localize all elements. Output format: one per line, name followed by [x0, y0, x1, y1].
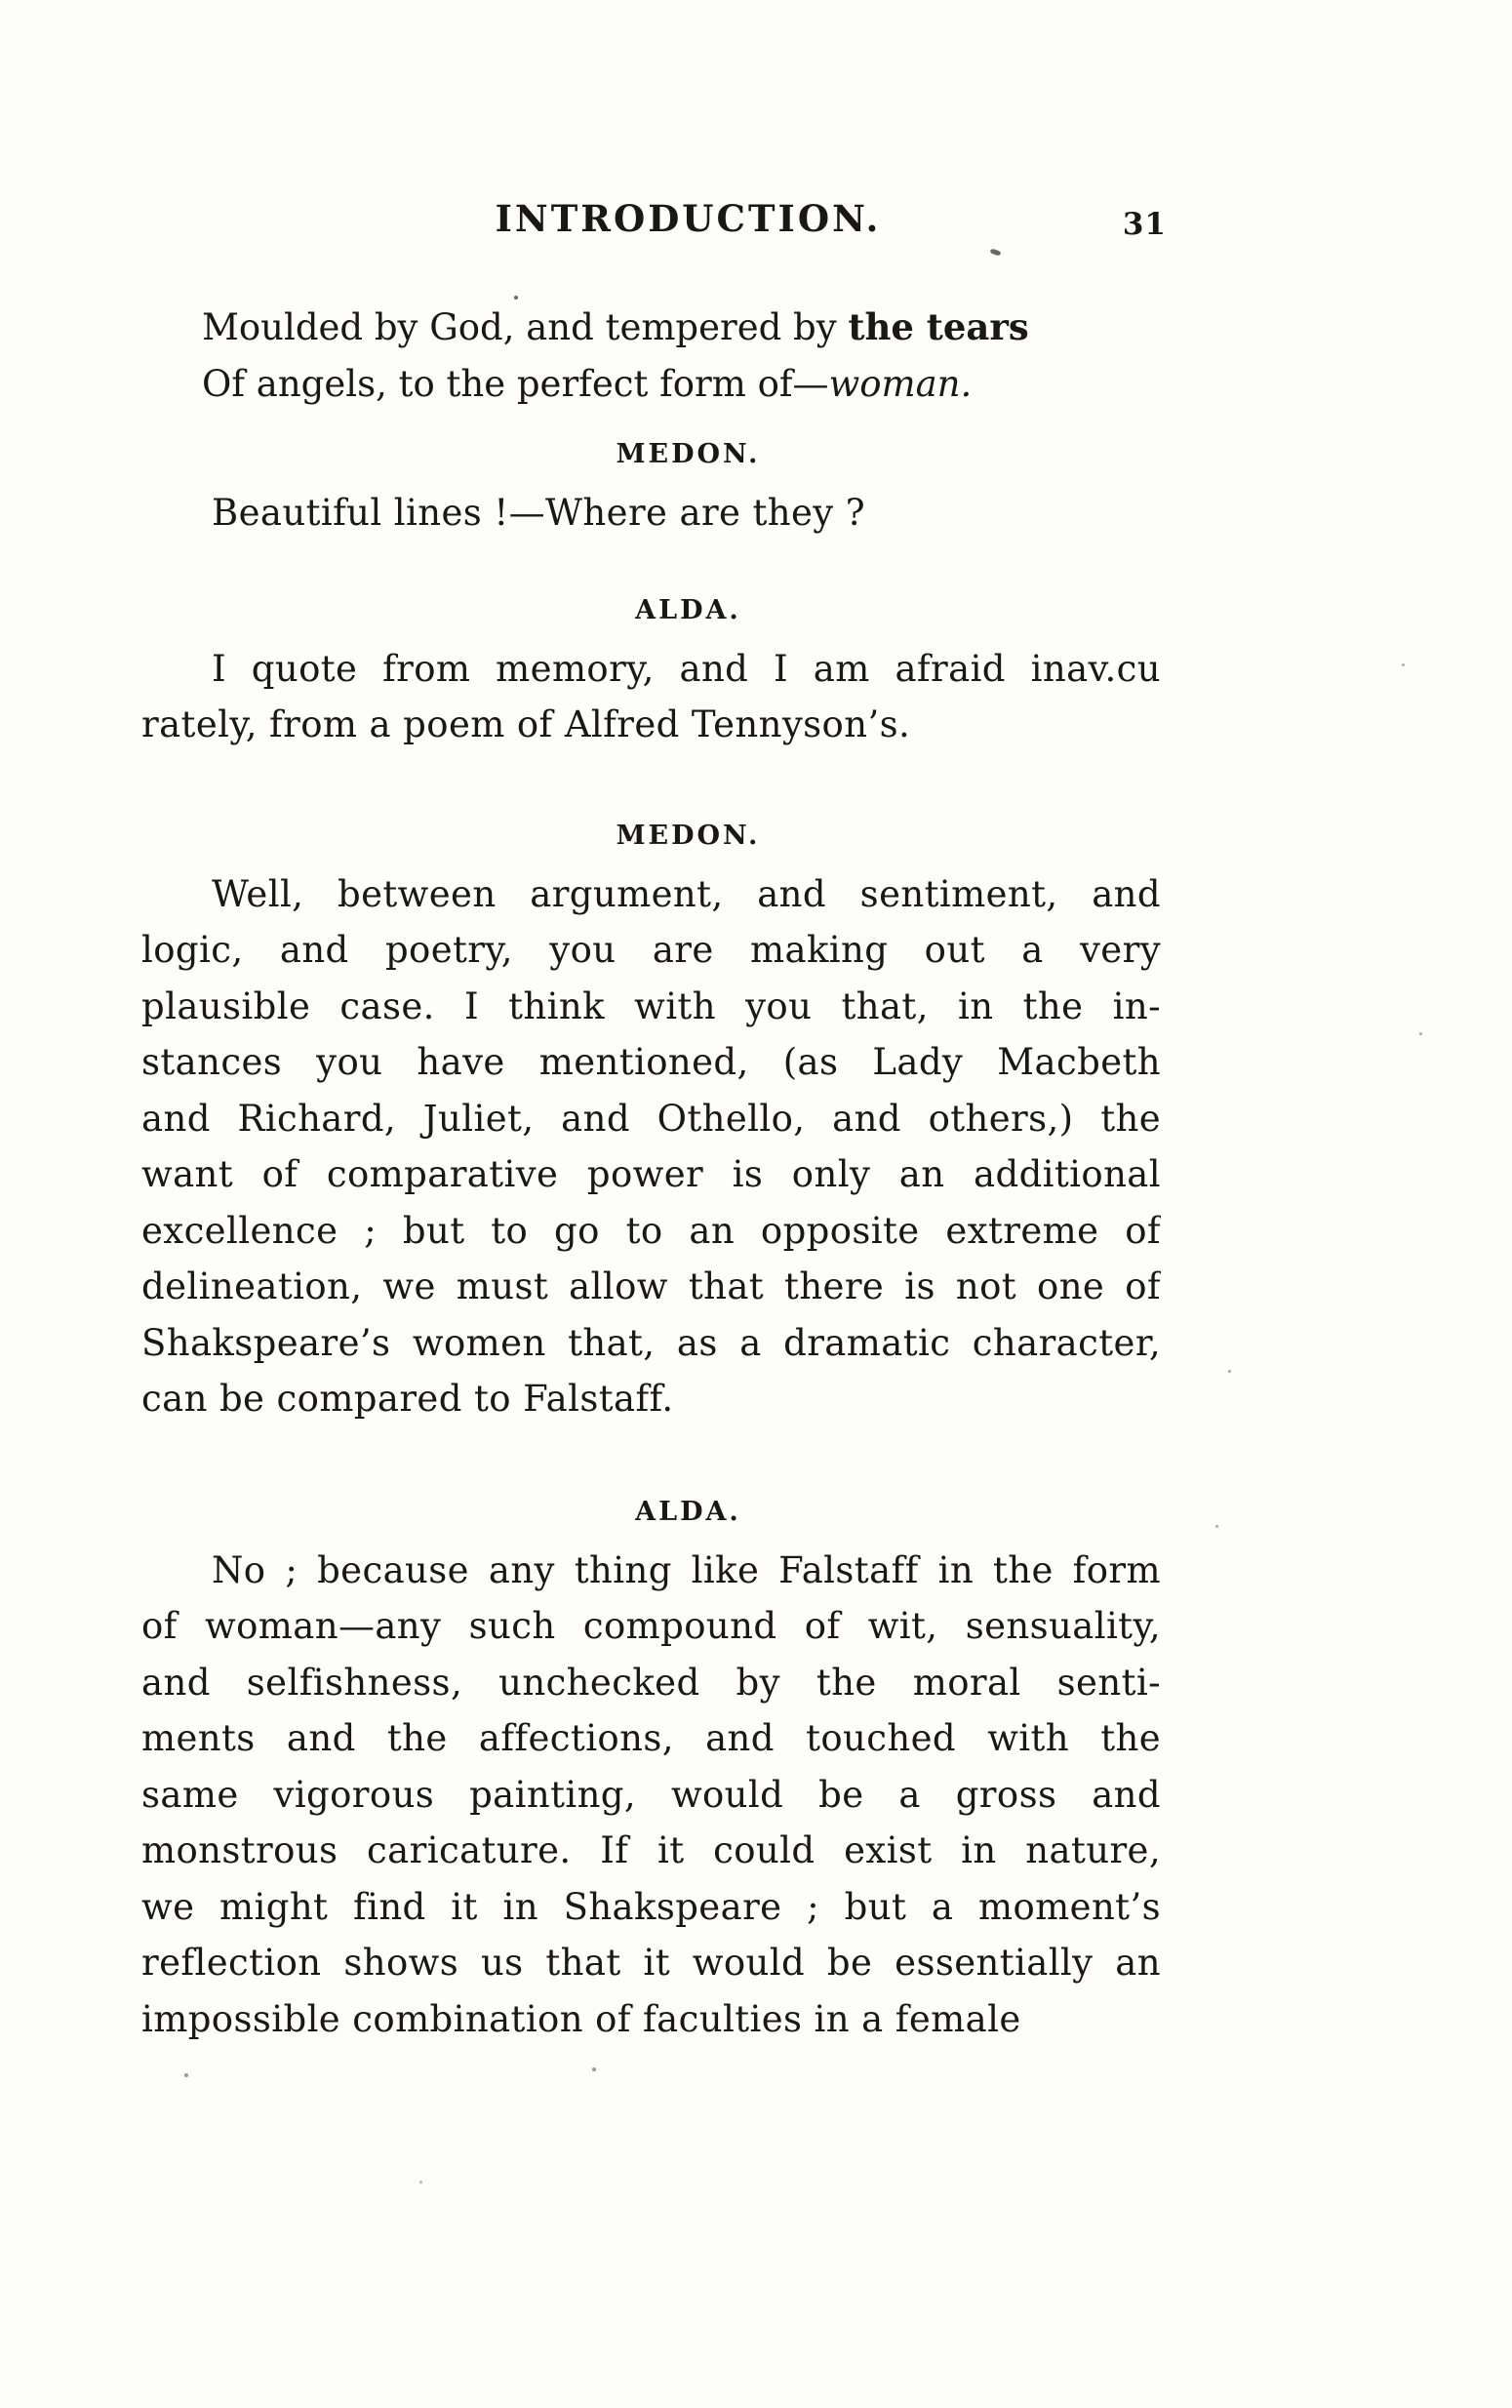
verse-line [202, 299, 1161, 356]
text-line: same vigorous painting, would be a gross and [141, 1773, 1161, 1816]
verse-text: Moulded by God, and tempered by [202, 306, 849, 348]
text-line: Well, between argument, and sentiment, and [212, 872, 1161, 915]
verse-line [202, 356, 1161, 413]
text-line: plausible case. I think with you that, in the in- [141, 984, 1161, 1027]
text-line: we might find it in Shakspeare ; but a moment’s [141, 1885, 1161, 1928]
scan-speckle [1419, 1032, 1422, 1035]
text-line: I quote from memory, and I am afraid inav.cu [212, 647, 1161, 690]
text-line: Shakspeare’s women that, as a dramatic character, [141, 1321, 1161, 1364]
text-line: excellence ; but to go to an opposite extreme of [141, 1209, 1161, 1252]
text-line: Beautiful lines !—Where are they ? [212, 492, 866, 534]
speaker-heading: MEDON. [616, 820, 761, 851]
text-line: can be compared to Falstaff. [141, 1378, 674, 1420]
dialogue-section-alda-1 [141, 594, 1161, 753]
text-line: delineation, we must allow that there is not one of [141, 1265, 1161, 1307]
running-title: INTRODUCTION. [495, 197, 882, 240]
text-line: rately, from a poem of Alfred Tennyson’s. [141, 703, 911, 745]
verse-text-bold: the tears [848, 305, 1029, 348]
speaker-heading: MEDON. [616, 439, 761, 469]
speaker-heading: ALDA. [635, 594, 741, 625]
dialogue-section-alda-2 [141, 1496, 1161, 2048]
text-line: stances you have mentioned, (as Lady Macbeth [141, 1041, 1161, 1083]
text-line: monstrous caricature. If it could exist in nature, [141, 1829, 1161, 1871]
scan-speckle [419, 2181, 422, 2184]
scan-speckle [1228, 1370, 1231, 1373]
scan-speckle [1402, 663, 1405, 666]
text-line: and selfishness, unchecked by the moral senti- [141, 1661, 1161, 1704]
page-header [141, 197, 1167, 242]
text-line: reflection shows us that it would be essentially an [141, 1942, 1161, 1984]
text-line: of woman—any such compound of wit, sensuality, [141, 1605, 1161, 1647]
text-line: logic, and poetry, you are making out a very [141, 929, 1161, 971]
text-block [141, 0, 1167, 2047]
text-line: ments and the affections, and touched with the [141, 1717, 1161, 1759]
dialogue-section-medon-2 [141, 820, 1161, 1427]
dialogue-section-medon-1 [141, 438, 1161, 542]
verse-text-italic: woman. [828, 363, 973, 405]
verse-quotation [141, 299, 1161, 413]
verse-text: Of angels, to the perfect form of— [202, 363, 829, 405]
scan-speckle [184, 2073, 188, 2077]
text-line: impossible combination of faculties in a female [141, 1997, 1021, 2040]
text-line: and Richard, Juliet, and Othello, and others,) the [141, 1097, 1161, 1140]
text-line: No ; because any thing like Falstaff in the form [212, 1548, 1161, 1591]
text-line: want of comparative power is only an additional [141, 1153, 1161, 1195]
scan-speckle [592, 2067, 596, 2071]
page-number: 31 [1122, 207, 1167, 242]
speaker-heading: ALDA. [635, 1496, 741, 1527]
scan-speckle [1215, 1525, 1218, 1528]
